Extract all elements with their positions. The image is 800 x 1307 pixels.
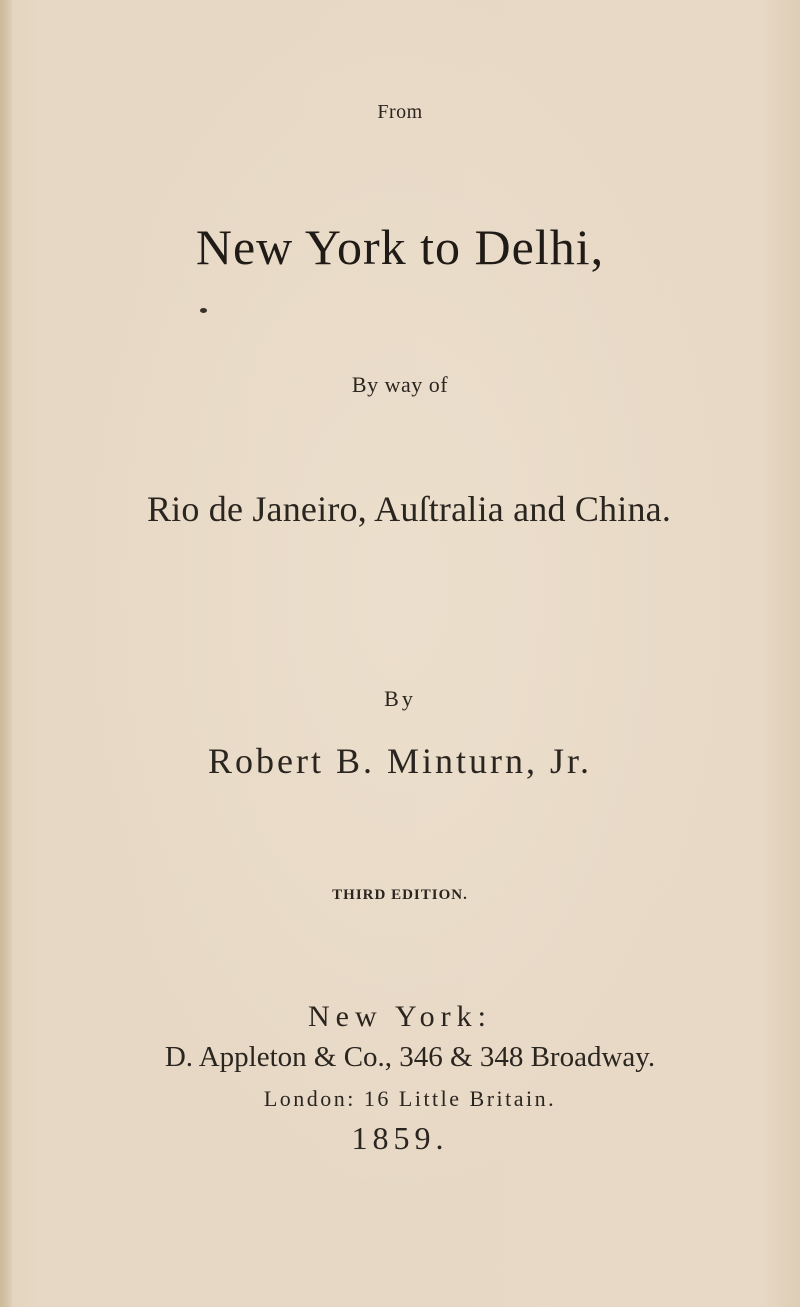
- imprint-year: 1859.: [351, 1120, 449, 1156]
- author-name: Robert B. Minturn, Jr.: [207, 741, 592, 781]
- imprint-place: New York:: [307, 1000, 493, 1033]
- book-title: New York to Delhi,: [195, 219, 605, 275]
- book-subtitle: Rio de Janeiro, Auſtralia and China.: [146, 489, 672, 529]
- edition-label: THIRD EDITION.: [332, 887, 468, 903]
- by-label: By: [384, 686, 416, 711]
- from-label: From: [377, 101, 423, 123]
- ink-speck: [200, 308, 207, 313]
- by-way-of-label: By way of: [351, 372, 449, 397]
- imprint-london: London: 16 Little Britain.: [263, 1086, 557, 1111]
- imprint-publisher: D. Appleton & Co., 346 & 348 Broadway.: [164, 1041, 656, 1073]
